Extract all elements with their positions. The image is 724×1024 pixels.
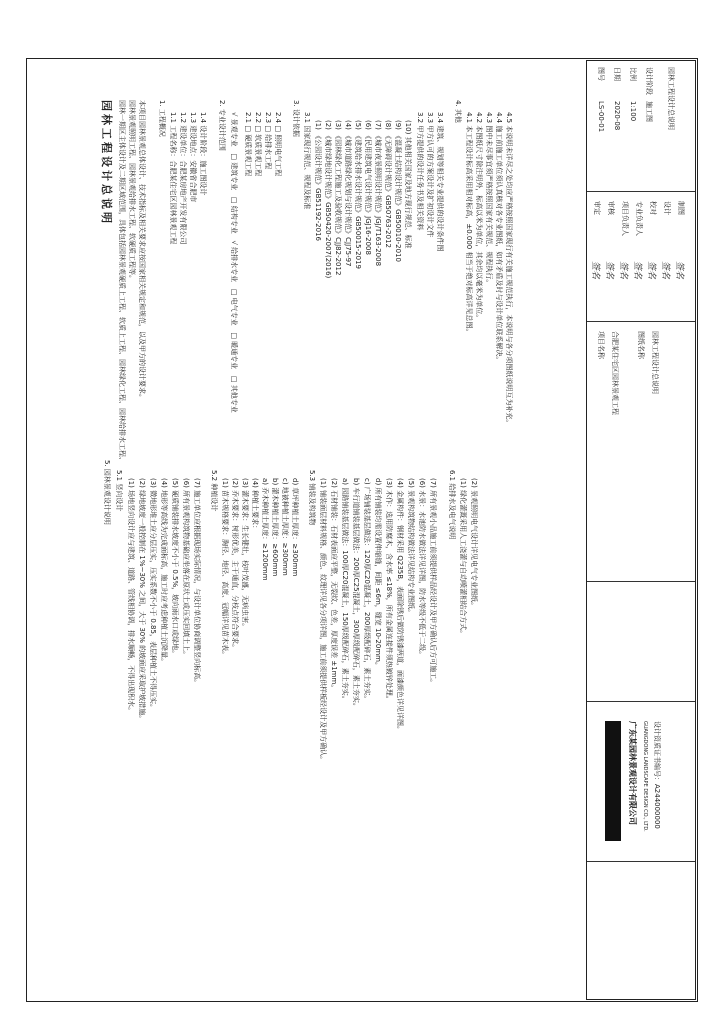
sec1-item: 1.2 建设单位：合肥某房地产开发有限公司 — [179, 112, 187, 245]
sec3-item: (5) 《建筑给水排水设计规范》GB50015-2019 — [354, 120, 362, 269]
sec2-row — [229, 112, 238, 413]
sec6-item: (2) 景观照明电气设计详见电气专业图纸。 — [470, 478, 478, 610]
sec52-item: d) 草坪种植土厚度：≥300mm — [291, 478, 299, 577]
role-label: 审定 — [593, 201, 601, 215]
drawing-label: 图纸名称 — [637, 331, 645, 359]
drawing-name: 园林工程设计总说明 — [651, 331, 659, 394]
sec4-heading: 4. 其他 — [454, 100, 462, 123]
sec4-item: 4.3 图中未尽事宜须严格按照国家有关规范、规程执行。 — [485, 112, 493, 287]
signature: 签名 — [646, 261, 656, 280]
sec52-item: (3) 灌木要求：生长健壮，枝叶茂盛，无病虫害。 — [241, 478, 249, 631]
sec53-item: (7) 所有景观小品施工前须提供样品经设计及甲方确认后方可施工。 — [429, 478, 437, 687]
sec53-item: a) 园路铺装基层做法：100厚C20混凝土，150厚级配碎石，素土夯实。 — [341, 478, 349, 703]
company-name: 广东某园林景观设计有限公司 — [628, 721, 637, 825]
certificate-no: 设计资质证书编号：A244000000 — [653, 721, 661, 829]
sec5-item: (4) 地形等高线为完成面标高，施工时应考虑种植土沉降量。 — [160, 478, 168, 666]
sec2-item: 2.3 □ 给排水工程 — [264, 112, 272, 170]
signature: 签名 — [590, 261, 600, 280]
sec52-item: c) 地被种植土厚度：≥300mm — [281, 478, 289, 576]
sec3-heading: 3. 设计依据 — [292, 100, 300, 137]
sec52-item: (2) 乔木要求：树形优美，主干通直，分枝点符合要求。 — [231, 478, 239, 652]
drawing-no: LS-00-01 — [597, 101, 605, 133]
sec53-item: (4) 金属构件：钢材采用 Q235B，表面除锈后做防锈漆两道，面漆颜色详见详图。 — [396, 478, 404, 734]
sec3-item: (7) 《城市夜景照明设计规范》JGJ/T163-2008 — [374, 120, 382, 267]
sec1-heading: 1. 工程概况 — [158, 100, 166, 137]
role-label: 审核 — [607, 201, 615, 215]
date-label: 日期 — [613, 67, 621, 81]
sec3-item: (10) 其他相关国家及地方现行规范、标准 — [404, 120, 412, 249]
sec1-item: 1.3 建设地点：安徽省合肥市 — [189, 112, 197, 203]
role-label: 专业负责人 — [635, 201, 643, 236]
discipline-option: □ 其他专业 — [230, 375, 238, 413]
scale-label: 比例 — [629, 67, 637, 81]
sec3-item: (8) 《无障碍设计规范》GB50763-2012 — [384, 120, 392, 248]
discipline-option: □ 结构专业 — [230, 196, 238, 234]
sec5-sub: 5.1 竖向设计 — [115, 470, 123, 512]
sec3-item: (6) 《民用建筑电气设计规范》JGJ16-2008 — [364, 120, 372, 255]
signature: 签名 — [604, 261, 614, 280]
signature: 签名 — [618, 261, 628, 280]
sec5-item: (2) 绿地坡度一般控制在 1%~30% 之间，大于 30% 的坡面应采取护坡措施。 — [138, 478, 146, 723]
sec2-item: 2.4 □ 照明电气工程 — [274, 112, 282, 177]
sec5-heading: 5. 园林景观设计说明 — [103, 460, 111, 525]
sec5-item: (1) 场地竖向设计应与建筑、道路、管线相协调，排水顺畅，不得出现积水。 — [127, 478, 135, 715]
title-block — [586, 60, 696, 1000]
sec3-item: (2) 《城市绿地设计规范》GB50420-2007(2016) — [324, 120, 332, 279]
intro-line-1: 园林一期区主体设计及二期区域范围，具体包括园林景观硬质上工程、软质上工程、园林绿化工程、园林给排水工程、 — [118, 100, 126, 464]
sec3-extra: 3.4 建筑、规划等相关专业提供的设计条件图 — [436, 112, 444, 252]
role-label: 制图 — [677, 201, 685, 215]
role-label: 校对 — [649, 201, 657, 215]
sec3-item: (9) 《混凝土结构设计规范》GB50010-2010 — [394, 120, 402, 262]
sec3-item: (1) 《公园设计规范》GB51192-2016 — [314, 120, 322, 241]
sec6-heading: 6.1 给排水及电气说明 — [448, 470, 456, 540]
sec52-item: (4) 种植土要求： — [251, 478, 259, 533]
sec3-extra: 3.2 甲方提供的设计任务书及相关资料 — [416, 112, 424, 231]
signature: 签名 — [660, 261, 670, 280]
sec4-item: 4.4 施工前施工单位须认真核对各专业图纸，如有矛盾及时与设计单位联系解决。 — [495, 112, 503, 364]
stage: 施工图 — [645, 101, 653, 122]
discipline-option: □ 电气专业 — [230, 288, 238, 326]
rotated-drawing — [28, 60, 696, 1000]
sec5-item: (6) 所有景观构筑物基础应坐落在原状土或压实回填土上。 — [182, 478, 190, 659]
sec5-item: (7) 施工单位应根据现场实际情况，与设计单位协商调整竖向标高。 — [193, 478, 201, 687]
discipline-option: √ 给排水专业 — [230, 240, 238, 283]
sec53-item: (3) 木作：选用防腐木，含水率 ≤18%，所有金属连接件须热镀锌处理。 — [385, 478, 393, 703]
sec2-item: 2.2 □ 软质景观工程 — [254, 112, 262, 177]
sec53-heading: 5.3 铺装及构筑物 — [308, 470, 316, 526]
sec4-item: 4.5 本说明未详尽之处均应严格按照国家现行有关施工规范执行，本说明与各分项图纸说明互为补充。 — [505, 112, 513, 427]
sec5-item: (3) 微地形堆土应分层压实，压实系数不小于 0.85，表层种植土不得压实。 — [149, 478, 157, 711]
sec53-item: (2) 石材铺装：石材表面应平整，无裂纹、色差，厚度误差 ±1mm。 — [330, 478, 338, 692]
sec52-item: a) 乔木种植土厚度：≥1200mm — [261, 478, 269, 581]
sec4-item: 4.1 本工程设计标高采用相对标高，±0.000 相当于绝对标高详见总图。 — [465, 112, 473, 336]
sec52-heading: 5.2 种植设计 — [210, 470, 218, 512]
drawing-no-label: 图号 — [597, 67, 605, 81]
sec3-sub: 3.1 国家现行规范、规程及标准 — [303, 112, 311, 210]
drawing-title: 园林工程设计总说明 — [100, 100, 113, 226]
sec6-item: (1) 绿化灌溉采用人工浇灌与自动喷灌相结合方式。 — [459, 478, 467, 638]
sec53-item: b) 车行道铺装基层做法：200厚C25混凝土，300厚级配碎石，素土夯实。 — [352, 478, 360, 710]
sheet-title: 园林工程设计总说明 — [667, 67, 675, 130]
sec4-item: 4.2 本图纸尺寸除注明外，标高以米为单位，其余均以毫米为单位。 — [475, 112, 483, 322]
role-label: 项目负责人 — [621, 201, 629, 236]
sec52-item: (1) 苗木规格要求：胸径、地径、高度、冠幅详见苗木表。 — [221, 478, 229, 659]
sec3-item: (4) 《城市道路绿化规划与设计规范》CJJ75-97 — [344, 120, 352, 267]
sec3-extra: 3.3 甲方认可的方案设计及扩初设计文件 — [426, 112, 434, 238]
sec1-item: 1.1 工程名称：合肥某住宅区园林景观工程 — [169, 112, 177, 245]
sec53-item: c) 广场铺装基层做法：120厚C20混凝土，200厚级配碎石，素土夯实。 — [363, 478, 371, 703]
sec2-heading: 2. 专业设计范围 — [218, 100, 226, 151]
stage-label: 设计阶段 — [645, 67, 653, 95]
role-label: 设计 — [663, 201, 671, 215]
company-name-en: GUANGDONG LANDSCAPE DESIGN CO., LTD. — [642, 721, 648, 832]
discipline-option: □ 暖通专业 — [230, 332, 238, 370]
sec53-item: (6) 水景：水池防水做法详见详图，防水等级不低于二级。 — [418, 478, 426, 659]
signature: 签名 — [632, 261, 642, 280]
sec53-item: d) 所有铺装均需设置伸缩缝，间距 ≤6m，缝宽 10-20mm。 — [374, 478, 382, 669]
sec53-item: (1) 铺装面层材料规格、颜色、纹理详见各分项详图，施工前须提供样板经设计及甲方确认。 — [319, 478, 327, 764]
signature: 签名 — [674, 261, 684, 280]
sec2-item: 2.1 □ 硬质景观工程 — [244, 112, 252, 177]
sec1-item: 1.4 设计阶段：施工图设计 — [199, 112, 207, 196]
project-label: 项目名称 — [597, 331, 605, 359]
sec3-item: (3) 《园林绿化工程施工及验收规范》CJJ82-2012 — [334, 120, 342, 276]
discipline-option: √ 景观专业 — [230, 112, 238, 147]
project-name: 合肥某住宅区园林景观工程 — [611, 331, 619, 415]
intro-line-2: 园林景观照明工程、园林景观给排水工程、软硬质工程等。 — [128, 100, 136, 282]
sec53-item: (5) 景观构筑物结构做法详见结构专业图纸。 — [407, 478, 415, 617]
scale: 1:100 — [629, 101, 637, 122]
intro-line-3: 本项目园林景观总体设计、技术指标及相关要求应按国家相关规定和规范，以及甲方的设计要求。 — [138, 100, 146, 401]
date: 2020-08 — [613, 101, 621, 131]
discipline-option: □ 建筑专业 — [230, 153, 238, 191]
company-logo — [605, 721, 621, 841]
sec52-item: b) 灌木种植土厚度：≥600mm — [271, 478, 279, 577]
sec5-item: (5) 硬质铺装排水坡度不小于 0.5%，坡向雨水口或绿地。 — [171, 478, 179, 658]
